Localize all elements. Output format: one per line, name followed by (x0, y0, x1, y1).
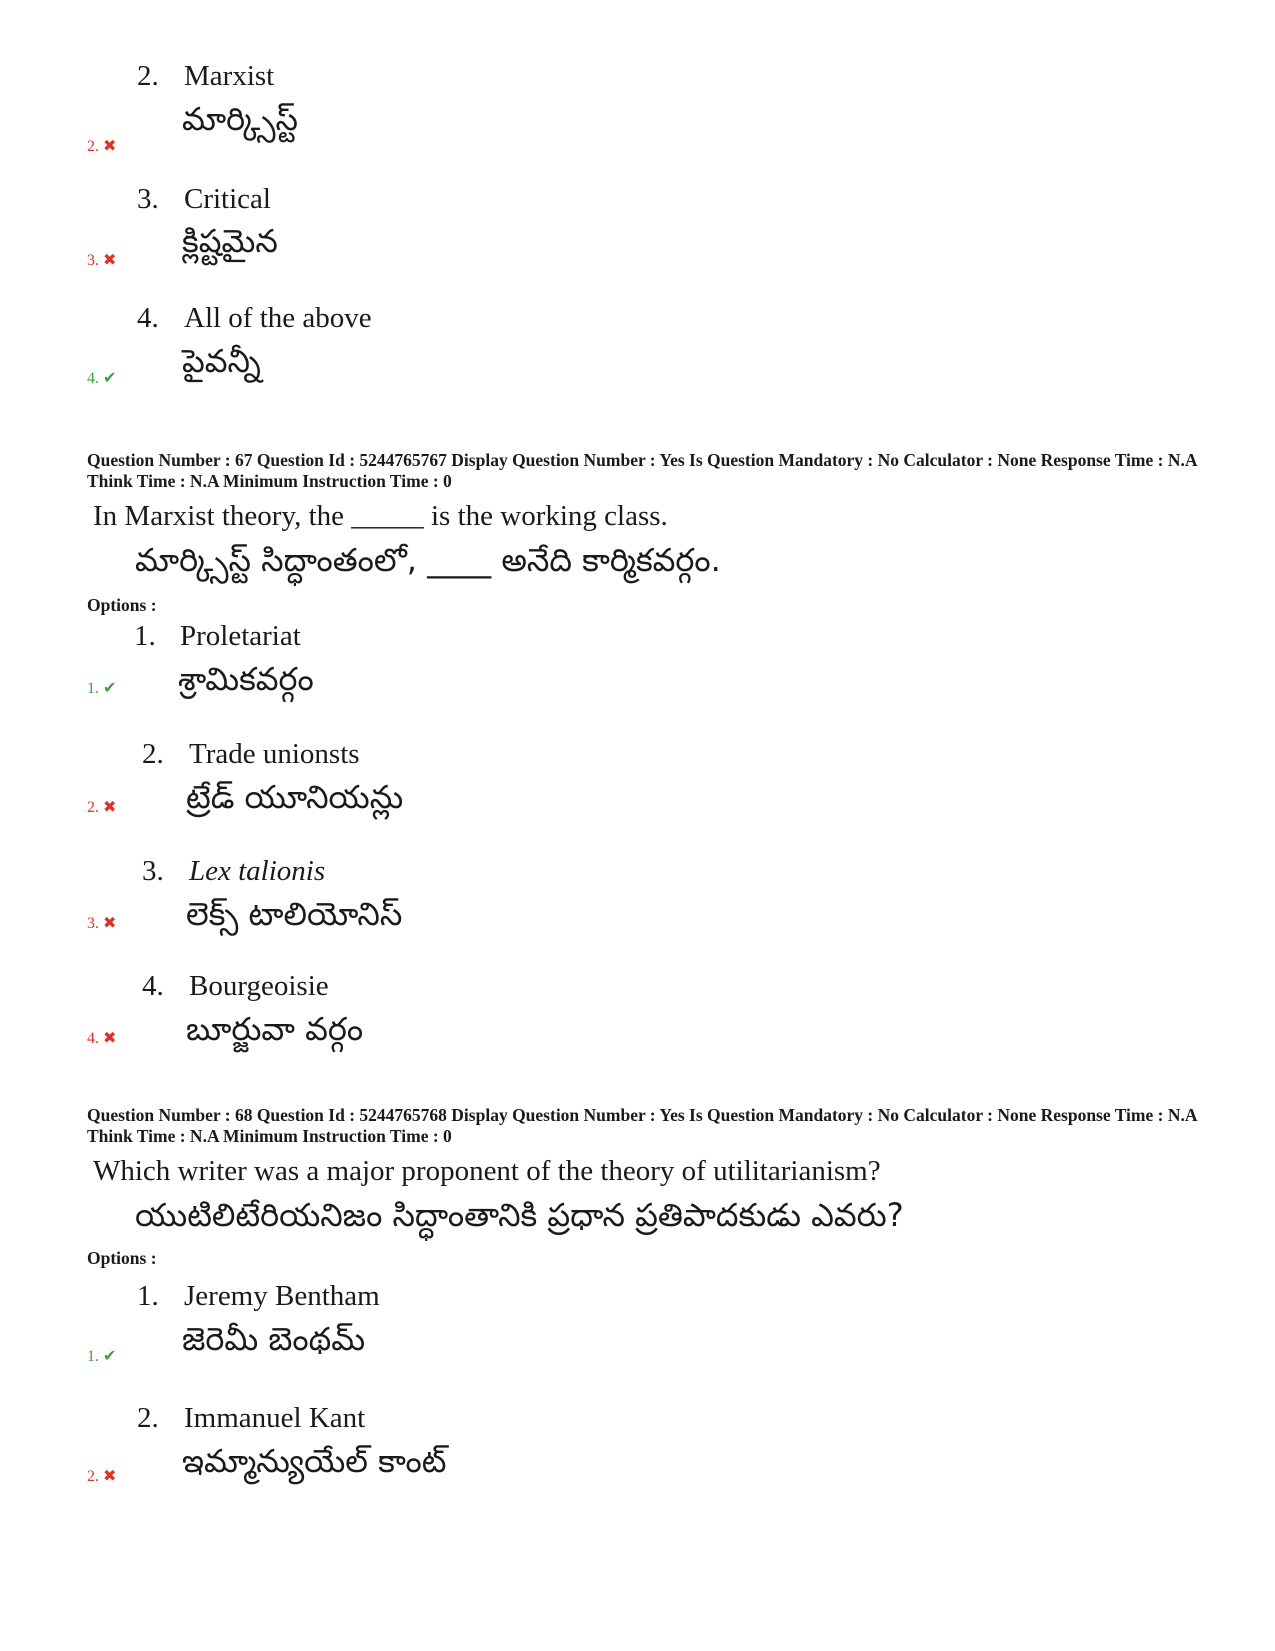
option-mark-number: 1. (87, 1348, 99, 1365)
option-number: 4. (142, 970, 164, 1002)
question-text-en: Which writer was a major proponent of the theory of utilitarianism? (93, 1155, 881, 1187)
option-number: 3. (137, 183, 159, 215)
option-status (87, 797, 116, 817)
cross-icon: ✖ (103, 136, 117, 155)
options-label: Options : (87, 595, 157, 615)
option-number: 4. (137, 302, 159, 334)
option-text-en: Marxist (184, 60, 275, 92)
option-text-en: All of the above (184, 302, 372, 334)
check-icon: ✔ (103, 368, 117, 387)
option-text-te: శ్రామికవర్గం (178, 660, 314, 698)
option-status (87, 1346, 116, 1366)
option-text-en: Immanuel Kant (184, 1402, 366, 1434)
option-text-te: పైవన్నీ (182, 342, 261, 380)
option-number: 2. (142, 738, 164, 770)
option-status (87, 678, 116, 698)
option-text-te: మార్క్సిస్ట్ (182, 100, 298, 138)
option-number: 2. (137, 60, 159, 92)
option-number: 1. (134, 620, 156, 652)
option-text-en: Bourgeoisie (189, 970, 329, 1002)
cross-icon: ✖ (103, 1028, 117, 1047)
option-status (87, 1028, 116, 1048)
option-text-te: జెరెమీ బెంథమ్ (182, 1320, 366, 1358)
option-status (87, 250, 116, 270)
check-icon: ✔ (103, 1346, 117, 1365)
option-text-te: లెక్స్ టాలియోనిస్ (186, 895, 403, 933)
option-text-en: Critical (184, 183, 271, 215)
option-status (87, 368, 116, 388)
option-status (87, 913, 116, 933)
cross-icon: ✖ (103, 250, 117, 269)
option-text-en: Proletariat (180, 620, 301, 652)
question-text-te: యుటిలిటేరియనిజం సిద్ధాంతానికి ప్రధాన ప్రతిపాదకుడు ఎవరు? (135, 1196, 904, 1234)
option-mark-number: 1. (87, 680, 99, 697)
option-mark-number: 3. (87, 915, 99, 932)
option-number: 1. (137, 1280, 159, 1312)
option-text-en: Jeremy Bentham (184, 1280, 380, 1312)
option-text-en: Trade unionsts (189, 738, 360, 770)
option-mark-number: 2. (87, 799, 99, 816)
option-mark-number: 4. (87, 370, 99, 387)
option-text-te: బూర్జువా వర్గం (186, 1010, 364, 1048)
option-text-en: Lex talionis (189, 855, 326, 887)
option-mark-number: 2. (87, 1468, 99, 1485)
option-number: 2. (137, 1402, 159, 1434)
option-status (87, 1466, 116, 1486)
option-text-te: ఇమ్మాన్యుయేల్ కాంట్ (182, 1442, 447, 1480)
question-meta: Question Number : 67 Question Id : 5244765767 Display Question Number : Yes Is Question Mandatory : No Calculator : None Response Time : N.A Think Time : N.A Minimum Instruction Time : 0 (87, 450, 1197, 491)
option-mark-number: 4. (87, 1030, 99, 1047)
question-text-en: In Marxist theory, the _____ is the working class. (93, 500, 668, 532)
cross-icon: ✖ (103, 1466, 117, 1485)
option-mark-number: 2. (87, 138, 99, 155)
options-label: Options : (87, 1248, 157, 1268)
cross-icon: ✖ (103, 797, 117, 816)
cross-icon: ✖ (103, 913, 117, 932)
option-mark-number: 3. (87, 252, 99, 269)
option-text-te: క్లిష్టమైన (182, 222, 278, 260)
option-status (87, 136, 116, 156)
question-text-te: మార్క్సిస్ట్ సిద్ధాంతంలో, ____ అనేది కార్మికవర్గం. (135, 541, 721, 579)
check-icon: ✔ (103, 678, 117, 697)
option-number: 3. (142, 855, 164, 887)
question-meta: Question Number : 68 Question Id : 5244765768 Display Question Number : Yes Is Question Mandatory : No Calculator : None Response Time : N.A Think Time : N.A Minimum Instruction Time : 0 (87, 1105, 1197, 1146)
option-text-te: ట్రేడ్ యూనియన్లు (186, 778, 404, 816)
